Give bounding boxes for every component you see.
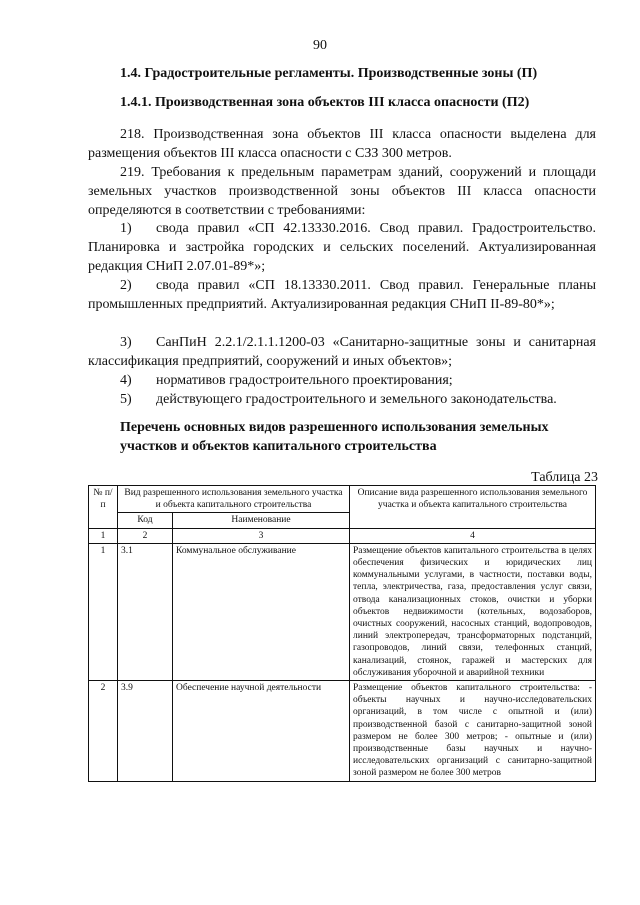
- header-code: Код: [118, 513, 173, 528]
- requirement-text: действующего градостроительного и земельного законодательства.: [156, 392, 557, 407]
- requirement-item-3: [88, 333, 596, 371]
- row-name: Обеспечение научной деятельности: [173, 681, 350, 782]
- page-number: 90: [313, 38, 327, 53]
- list-title: Перечень основных видов разрешенного использования земельных участков и объектов капитального строительства: [120, 420, 549, 454]
- requirement-item-1: [88, 219, 596, 276]
- column-number: 2: [118, 528, 173, 543]
- requirement-item-2: [88, 276, 596, 314]
- header-num: № п/п: [89, 486, 118, 529]
- row-desc: Размещение объектов капитального строительства: - объекты научных и научно-исследовательских организаций, в том числе с опытной и (или) производственной базой с санитарно-защитной зоной размером не более 300 метров; - опытные и (или) производственные базы научных и научно-исследовательских организаций с санитарно-защитной зоной размером не более 300 метров: [350, 681, 596, 782]
- header-desc: Описание вида разрешенного использования земельного участка и объекта капитального строительства: [350, 486, 596, 529]
- table-row: [89, 543, 596, 680]
- requirement-number: 2): [120, 278, 132, 293]
- requirement-text: СанПиН 2.2.1/2.1.1.1200-03 «Санитарно-защитные зоны и санитарная классификация предприятий, сооружений и иных объектов»;: [88, 335, 596, 369]
- row-num: 1: [89, 543, 118, 680]
- requirement-text: свода правил «СП 18.13330.2011. Свод правил. Генеральные планы промышленных предприятий. Актуализированная редакция СНиП II-89-80*»;: [88, 278, 596, 312]
- row-num: 2: [89, 681, 118, 782]
- requirement-number: 4): [120, 373, 132, 388]
- paragraph-218: 218. Производственная зона объектов III класса опасности выделена для размещения объектов III класса опасности с СЗЗ 300 метров.: [88, 127, 596, 161]
- table-row: [89, 681, 596, 782]
- column-number: 4: [350, 528, 596, 543]
- table-label: Таблица 23: [531, 470, 598, 485]
- section-heading: 1.4. Градостроительные регламенты. Производственные зоны (П): [120, 66, 538, 81]
- header-name: Наименование: [173, 513, 350, 528]
- row-name: Коммунальное обслуживание: [173, 543, 350, 680]
- column-number: 1: [89, 528, 118, 543]
- requirement-number: 1): [120, 221, 132, 236]
- requirement-text: свода правил «СП 42.13330.2016. Свод правил. Градостроительство. Планировка и застройка городских и сельских поселений. Актуализированная редакция СНиП 2.07.01-89*»;: [88, 221, 596, 274]
- paragraph-219: 219. Требования к предельным параметрам зданий, сооружений и площади земельных участков производственной зоны объектов III класса опасности определяются в соответствии с требованиями:: [88, 165, 596, 218]
- header-type: Вид разрешенного использования земельного участка и объекта капитального строительства: [118, 486, 350, 513]
- row-code: 3.9: [118, 681, 173, 782]
- column-number: 3: [173, 528, 350, 543]
- requirement-item-5: [88, 390, 596, 409]
- row-desc: Размещение объектов капитального строительства в целях обеспечения физических и юридических лиц коммунальными услугами, в частности, поставки воды, тепла, электричества, газа, предоставления услуг связи, отвода канализационных стоков, очистки и уборки объектов недвижимости (котельных, водозаборов, очистных сооружений, насосных станций, водопроводов, линий электропередач, трансформаторных подстанций, газопроводов, линий связи, телефонных станций, канализаций, стоянок, гаражей и мастерских для обслуживания уборочной и аварийной техники: [350, 543, 596, 680]
- requirement-item-4: [88, 371, 596, 390]
- requirement-number: 5): [120, 392, 132, 407]
- permitted-use-table: [88, 485, 596, 782]
- row-code: 3.1: [118, 543, 173, 680]
- requirement-number: 3): [120, 335, 132, 350]
- subsection-heading: 1.4.1. Производственная зона объектов III класса опасности (П2): [120, 95, 530, 110]
- requirement-text: нормативов градостроительного проектирования;: [156, 373, 453, 388]
